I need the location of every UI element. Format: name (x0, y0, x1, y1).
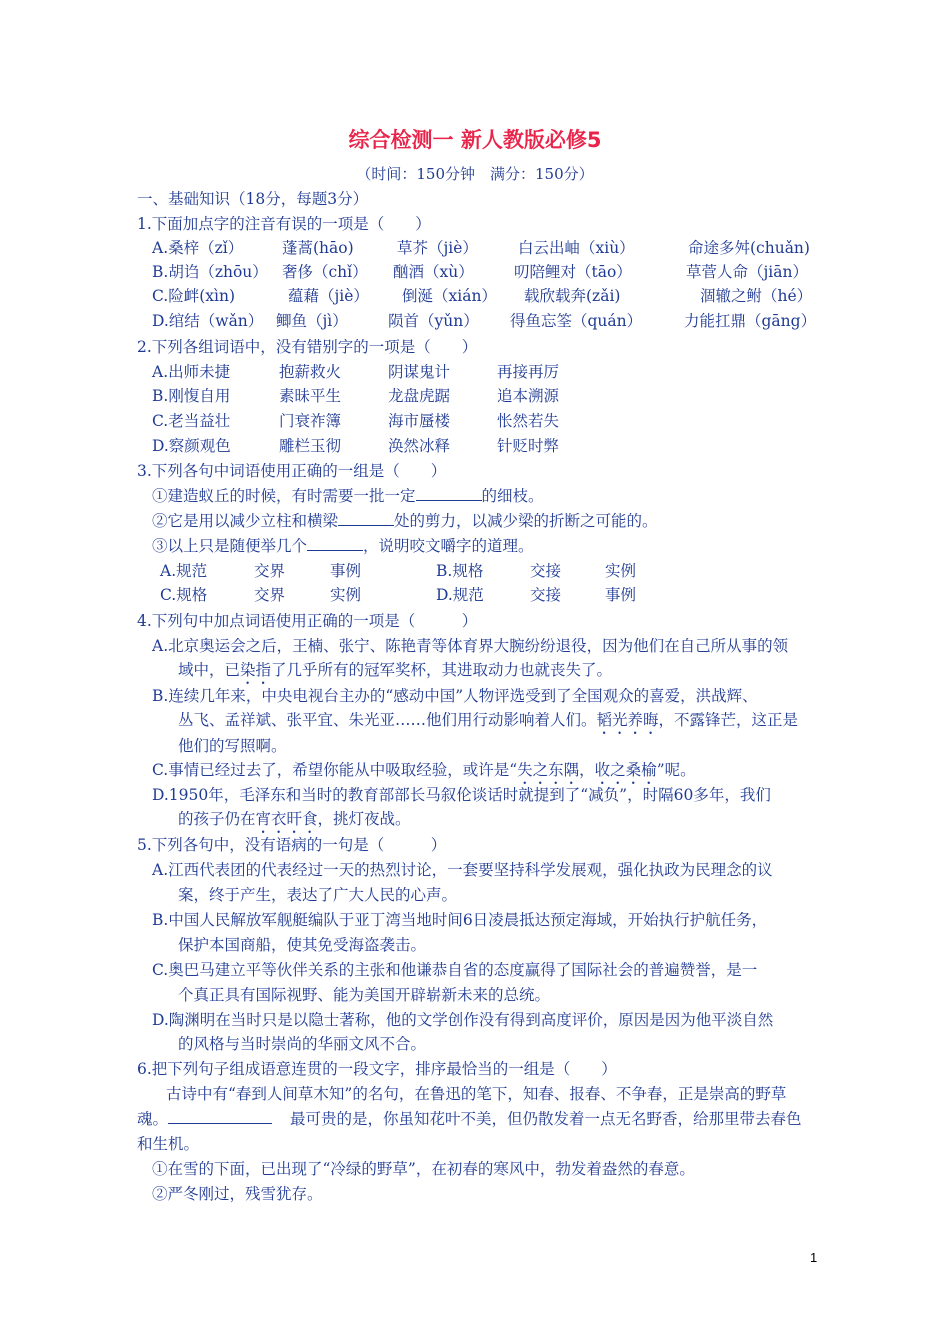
q2-word: 再接再厉 (497, 363, 560, 381)
sentence-text: 了几乎所有的冠军奖杯，其进取动力也就丧失了。 (271, 661, 613, 679)
page-number: 1 (810, 1250, 818, 1265)
q1-option: C.险衅(xìn) (152, 287, 236, 305)
q4-option-b: B.连续几年来，中央电视台主办的“感动中国”人物评选受到了全国观众的喜爱，洪战辉、 (152, 687, 758, 705)
q1-option: 酗酒（xù） (393, 263, 474, 281)
q2-word: C.老当益壮 (152, 412, 231, 430)
q6-passage-line-3: 和生机。 (137, 1135, 200, 1153)
q3-option: 交界 (254, 586, 286, 604)
q5-option-a-cont: 案，终于产生，表达了广大人民的心声。 (178, 886, 458, 904)
sentence-text: 的孩子仍在 (178, 810, 256, 828)
q1-option: 力能扛鼎（gāng） (684, 312, 817, 330)
fill-blank (338, 511, 394, 526)
page-title: 综合检测一 新人教版必修5 (348, 128, 602, 152)
q5-option-a: A.江西代表团的代表经过一天的热烈讨论，一套要坚持科学发展观，强化执政为民理念的议 (152, 861, 773, 879)
q6-item-1: ①在雪的下面，已出现了“冷绿的野草”，在初春的寒风中，勃发着盎然的春意。 (152, 1160, 695, 1178)
q4-option-b-cont2: 他们的写照啊。 (178, 737, 287, 755)
q3-option: 交接 (530, 586, 562, 604)
q4-option-d-cont (178, 809, 411, 837)
question-5-stem: 5.下列各句中，没有语病的一句是（ ） (137, 836, 447, 854)
q5-option-d: D.陶渊明在当时只是以隐士著称，他的文学创作没有得到高度评价，原因是因为他平淡自然 (152, 1011, 774, 1029)
q3-option: 事例 (605, 586, 637, 604)
sentence-text: ①建造蚁丘的时候，有时需要一批一定 (152, 487, 416, 505)
q1-option: 得鱼忘筌（quán） (510, 312, 643, 330)
q2-word: 阴谋鬼计 (388, 363, 451, 381)
q5-option-d-cont: 的风格与当时崇尚的华丽文风不合。 (178, 1035, 427, 1053)
q2-word: B.刚愎自用 (152, 387, 231, 405)
emphasized-word: 韬光养晦 (596, 711, 659, 729)
q1-option: 命途多舛(chuǎn) (688, 239, 810, 257)
q3-sentence-3 (152, 536, 534, 556)
q1-option: 蓬蒿(hāo) (282, 239, 354, 257)
q2-word: 怅然若失 (497, 412, 560, 430)
question-6-stem: 6.把下列句子组成语意连贯的一段文字，排序最恰当的一组是（ ） (137, 1060, 617, 1078)
q2-word: 门衰祚簿 (279, 412, 342, 430)
q1-option: 涸辙之鲋（hé） (700, 287, 813, 305)
q5-option-c-cont: 个真正具有国际视野、能为美国开辟崭新未来的总统。 (178, 986, 551, 1004)
q3-option: 实例 (605, 562, 637, 580)
q5-option-b-cont: 保护本国商船，使其免受海盗袭击。 (178, 936, 427, 954)
q2-word: A.出师未捷 (152, 363, 231, 381)
q3-option: 交界 (254, 562, 286, 580)
fill-blank (416, 486, 482, 501)
sentence-text: ，说明咬文嚼字的道理。 (363, 537, 534, 555)
q1-option: 草菅人命（jiān） (686, 263, 808, 281)
q1-option: B.胡诌（zhōu） (152, 263, 268, 281)
q6-passage-line-2 (137, 1109, 802, 1129)
sentence-text: ②它是用以减少立柱和横梁 (152, 512, 339, 530)
q1-option: 草芥（jiè） (397, 239, 478, 257)
question-2-stem: 2.下列各组词语中，没有错别字的一项是（ ） (137, 338, 478, 356)
sentence-text: ，不露锋芒，这正是 (658, 711, 799, 729)
q2-word: 龙盘虎踞 (388, 387, 451, 405)
q1-option: 鲫鱼（jì） (276, 312, 348, 330)
q3-sentence-1 (152, 486, 544, 506)
question-1-stem: 1.下面加点字的注音有误的一项是（ ） (137, 215, 431, 233)
q4-option-c (152, 760, 696, 788)
q2-word: 追本溯源 (497, 387, 560, 405)
q3-option: 实例 (330, 586, 362, 604)
q1-option: A.桑梓（zǐ） (152, 239, 244, 257)
q4-option-b-cont (178, 710, 798, 738)
q4-option-d: D.1950年，毛泽东和当时的教育部部长马叙伦谈话时就提到了“减负”，时隔60多年，我们 (152, 786, 771, 804)
sentence-text: 魂。 (137, 1110, 169, 1128)
emphasized-word: 失之东隅，收之桑榆 (517, 761, 657, 779)
q3-sentence-2 (152, 511, 658, 531)
q4-option-a: A.北京奥运会之后，王楠、张宁、陈艳青等体育界大腕纷纷退役，因为他们在自己所从事的领 (152, 637, 789, 655)
emphasized-word: 宵衣旰食 (255, 810, 318, 828)
sentence-text: 域中，已 (178, 661, 241, 679)
sentence-text: 处的剪力，以减少梁的折断之可能的。 (394, 512, 658, 530)
q2-word: 抱薪救火 (279, 363, 342, 381)
q1-option: 倒涎（xián） (402, 287, 497, 305)
q3-option: 事例 (330, 562, 362, 580)
q1-option: 叨陪鲤对（tāo） (514, 263, 632, 281)
q1-option: D.绾结（wǎn） (152, 312, 264, 330)
sentence-text: C.事情已经过去了，希望你能从中吸取经验，或许是“ (152, 761, 518, 779)
sentence-text: ，挑灯夜战。 (317, 810, 411, 828)
sentence-text: 的细枝。 (481, 487, 544, 505)
q1-option: 载欣载奔(zǎi) (524, 287, 621, 305)
q5-option-c: C.奥巴马建立平等伙伴关系的主张和他谦恭自省的态度赢得了国际社会的普遍赞誉，是一 (152, 961, 758, 979)
q5-option-b: B.中国人民解放军舰艇编队于亚丁湾当地时间6日凌晨抵达预定海域，开始执行护航任务， (152, 911, 768, 929)
q6-passage-line-1: 古诗中有“春到人间草木知”的名句，在鲁迅的笔下，知春、报春、不争春，正是崇高的野草 (166, 1085, 787, 1103)
sentence-text: ”呢。 (656, 761, 696, 779)
emphasized-word: 染指 (240, 661, 272, 679)
q1-option: 奢侈（chǐ） (282, 263, 368, 281)
sentence-text: 丛飞、孟祥斌、张平宜、朱光亚……他们用行动影响着人们。 (178, 711, 597, 729)
q2-word: 素昧平生 (279, 387, 342, 405)
q2-word: D.察颜观色 (152, 437, 231, 455)
q2-word: 雕栏玉彻 (279, 437, 342, 455)
q1-option: 白云出岫（xiù） (518, 239, 635, 257)
question-4-stem: 4.下列句中加点词语使用正确的一项是（ ） (137, 612, 478, 630)
q3-option: D.规范 (436, 586, 484, 604)
q4-option-a-cont (178, 660, 612, 688)
q3-option: A.规范 (160, 562, 208, 580)
section-heading: 一、基础知识（18分，每题3分） (137, 190, 369, 208)
fill-blank (168, 1109, 272, 1124)
q3-option: C.规格 (160, 586, 208, 604)
exam-info: （时间：150分钟 满分：150分） (356, 165, 594, 183)
question-3-stem: 3.下列各句中词语使用正确的一组是（ ） (137, 462, 447, 480)
q2-word: 海市蜃楼 (388, 412, 451, 430)
q3-option: 交接 (530, 562, 562, 580)
q2-word: 针贬时弊 (497, 437, 560, 455)
sentence-text: ③以上只是随便举几个 (152, 537, 308, 555)
q1-option: 陨首（yǔn） (388, 312, 479, 330)
q3-option: B.规格 (436, 562, 484, 580)
q6-item-2: ②严冬刚过，残雪犹存。 (152, 1185, 323, 1203)
fill-blank (307, 536, 363, 551)
sentence-text: 最可贵的是，你虽知花叶不美，但仍散发着一点无名野香，给那里带去春色 (290, 1110, 802, 1128)
q1-option: 蕴藉（jiè） (288, 287, 369, 305)
q2-word: 涣然冰释 (388, 437, 451, 455)
